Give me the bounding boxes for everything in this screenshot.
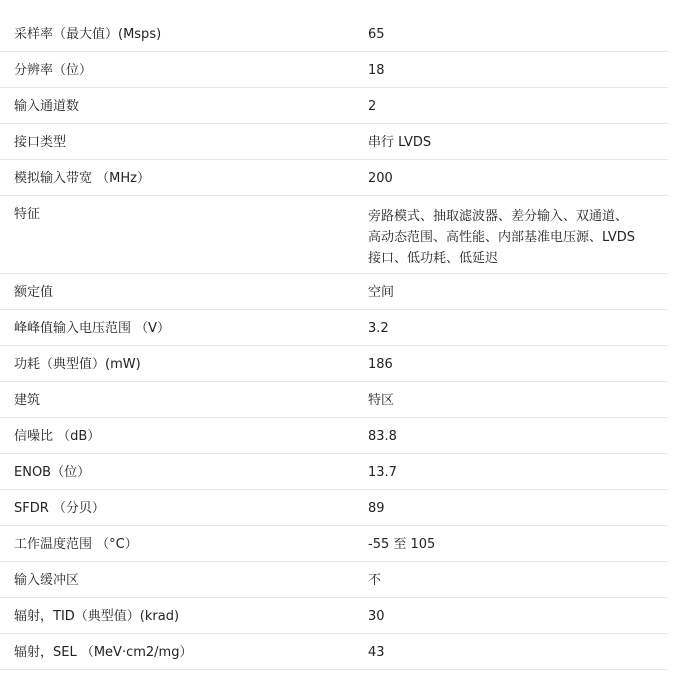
spec-value: 200 [368,171,393,186]
spec-label: 分辨率（位） [14,63,93,78]
spec-value: 13.7 [368,465,397,480]
spec-row-power-consumption [0,346,668,382]
spec-row-sfdr [0,490,668,526]
spec-table [0,16,668,670]
spec-row-input-voltage-range [0,310,668,346]
spec-value: 83.8 [368,429,397,444]
spec-row-radiation-tid [0,598,668,634]
spec-value-line: 旁路模式、抽取滤波器、差分输入、双通道、 [368,209,629,224]
spec-value: 89 [368,501,385,516]
spec-row-interface-type [0,124,668,160]
spec-label: 特征 [14,207,41,222]
spec-value: 空间 [368,285,395,300]
spec-value: 18 [368,63,385,78]
spec-value: 不 [368,573,382,588]
spec-row-radiation-sel [0,634,668,670]
spec-label: 工作温度范围 （°C） [14,537,138,552]
spec-row-rating [0,274,668,310]
spec-label: 峰峰值输入电压范围 （V） [14,321,171,336]
spec-value: 30 [368,609,385,624]
spec-label: 额定值 [14,285,54,300]
spec-value: -55 至 105 [368,537,436,552]
spec-value-line: 接口、低功耗、低延迟 [368,251,499,266]
spec-value: 3.2 [368,321,389,336]
spec-label: 辐射，SEL （MeV·cm2/mg） [14,645,193,660]
spec-row-resolution [0,52,668,88]
spec-label: 建筑 [14,393,41,408]
spec-label: ENOB（位） [14,465,91,480]
spec-row-sample-rate [0,16,668,52]
spec-row-input-buffer [0,562,668,598]
spec-value-multiline [354,196,668,269]
spec-label: 信噪比 （dB） [14,429,101,444]
spec-value: 43 [368,645,385,660]
spec-value: 65 [368,27,385,42]
spec-label: SFDR （分贝） [14,501,105,516]
spec-label: 接口类型 [14,135,67,150]
spec-label: 模拟输入带宽 （MHz） [14,171,150,186]
spec-label: 输入缓冲区 [14,573,80,588]
spec-label: 采样率（最大值）(Msps) [14,27,162,42]
spec-label: 辐射，TID（典型值）(krad) [14,609,180,624]
spec-row-analog-bandwidth [0,160,668,196]
spec-row-architecture [0,382,668,418]
spec-row-enob [0,454,668,490]
spec-value: 2 [368,99,377,114]
spec-label: 功耗（典型值）(mW) [14,357,141,372]
spec-value: 特区 [368,393,395,408]
spec-row-snr [0,418,668,454]
spec-row-input-channels [0,88,668,124]
spec-row-features [0,196,668,274]
spec-value: 186 [368,357,393,372]
spec-label: 输入通道数 [14,99,80,114]
spec-row-operating-temperature [0,526,668,562]
spec-value: 串行 LVDS [368,135,432,150]
spec-value-line: 高动态范围、高性能、内部基准电压源、LVDS [368,230,635,245]
